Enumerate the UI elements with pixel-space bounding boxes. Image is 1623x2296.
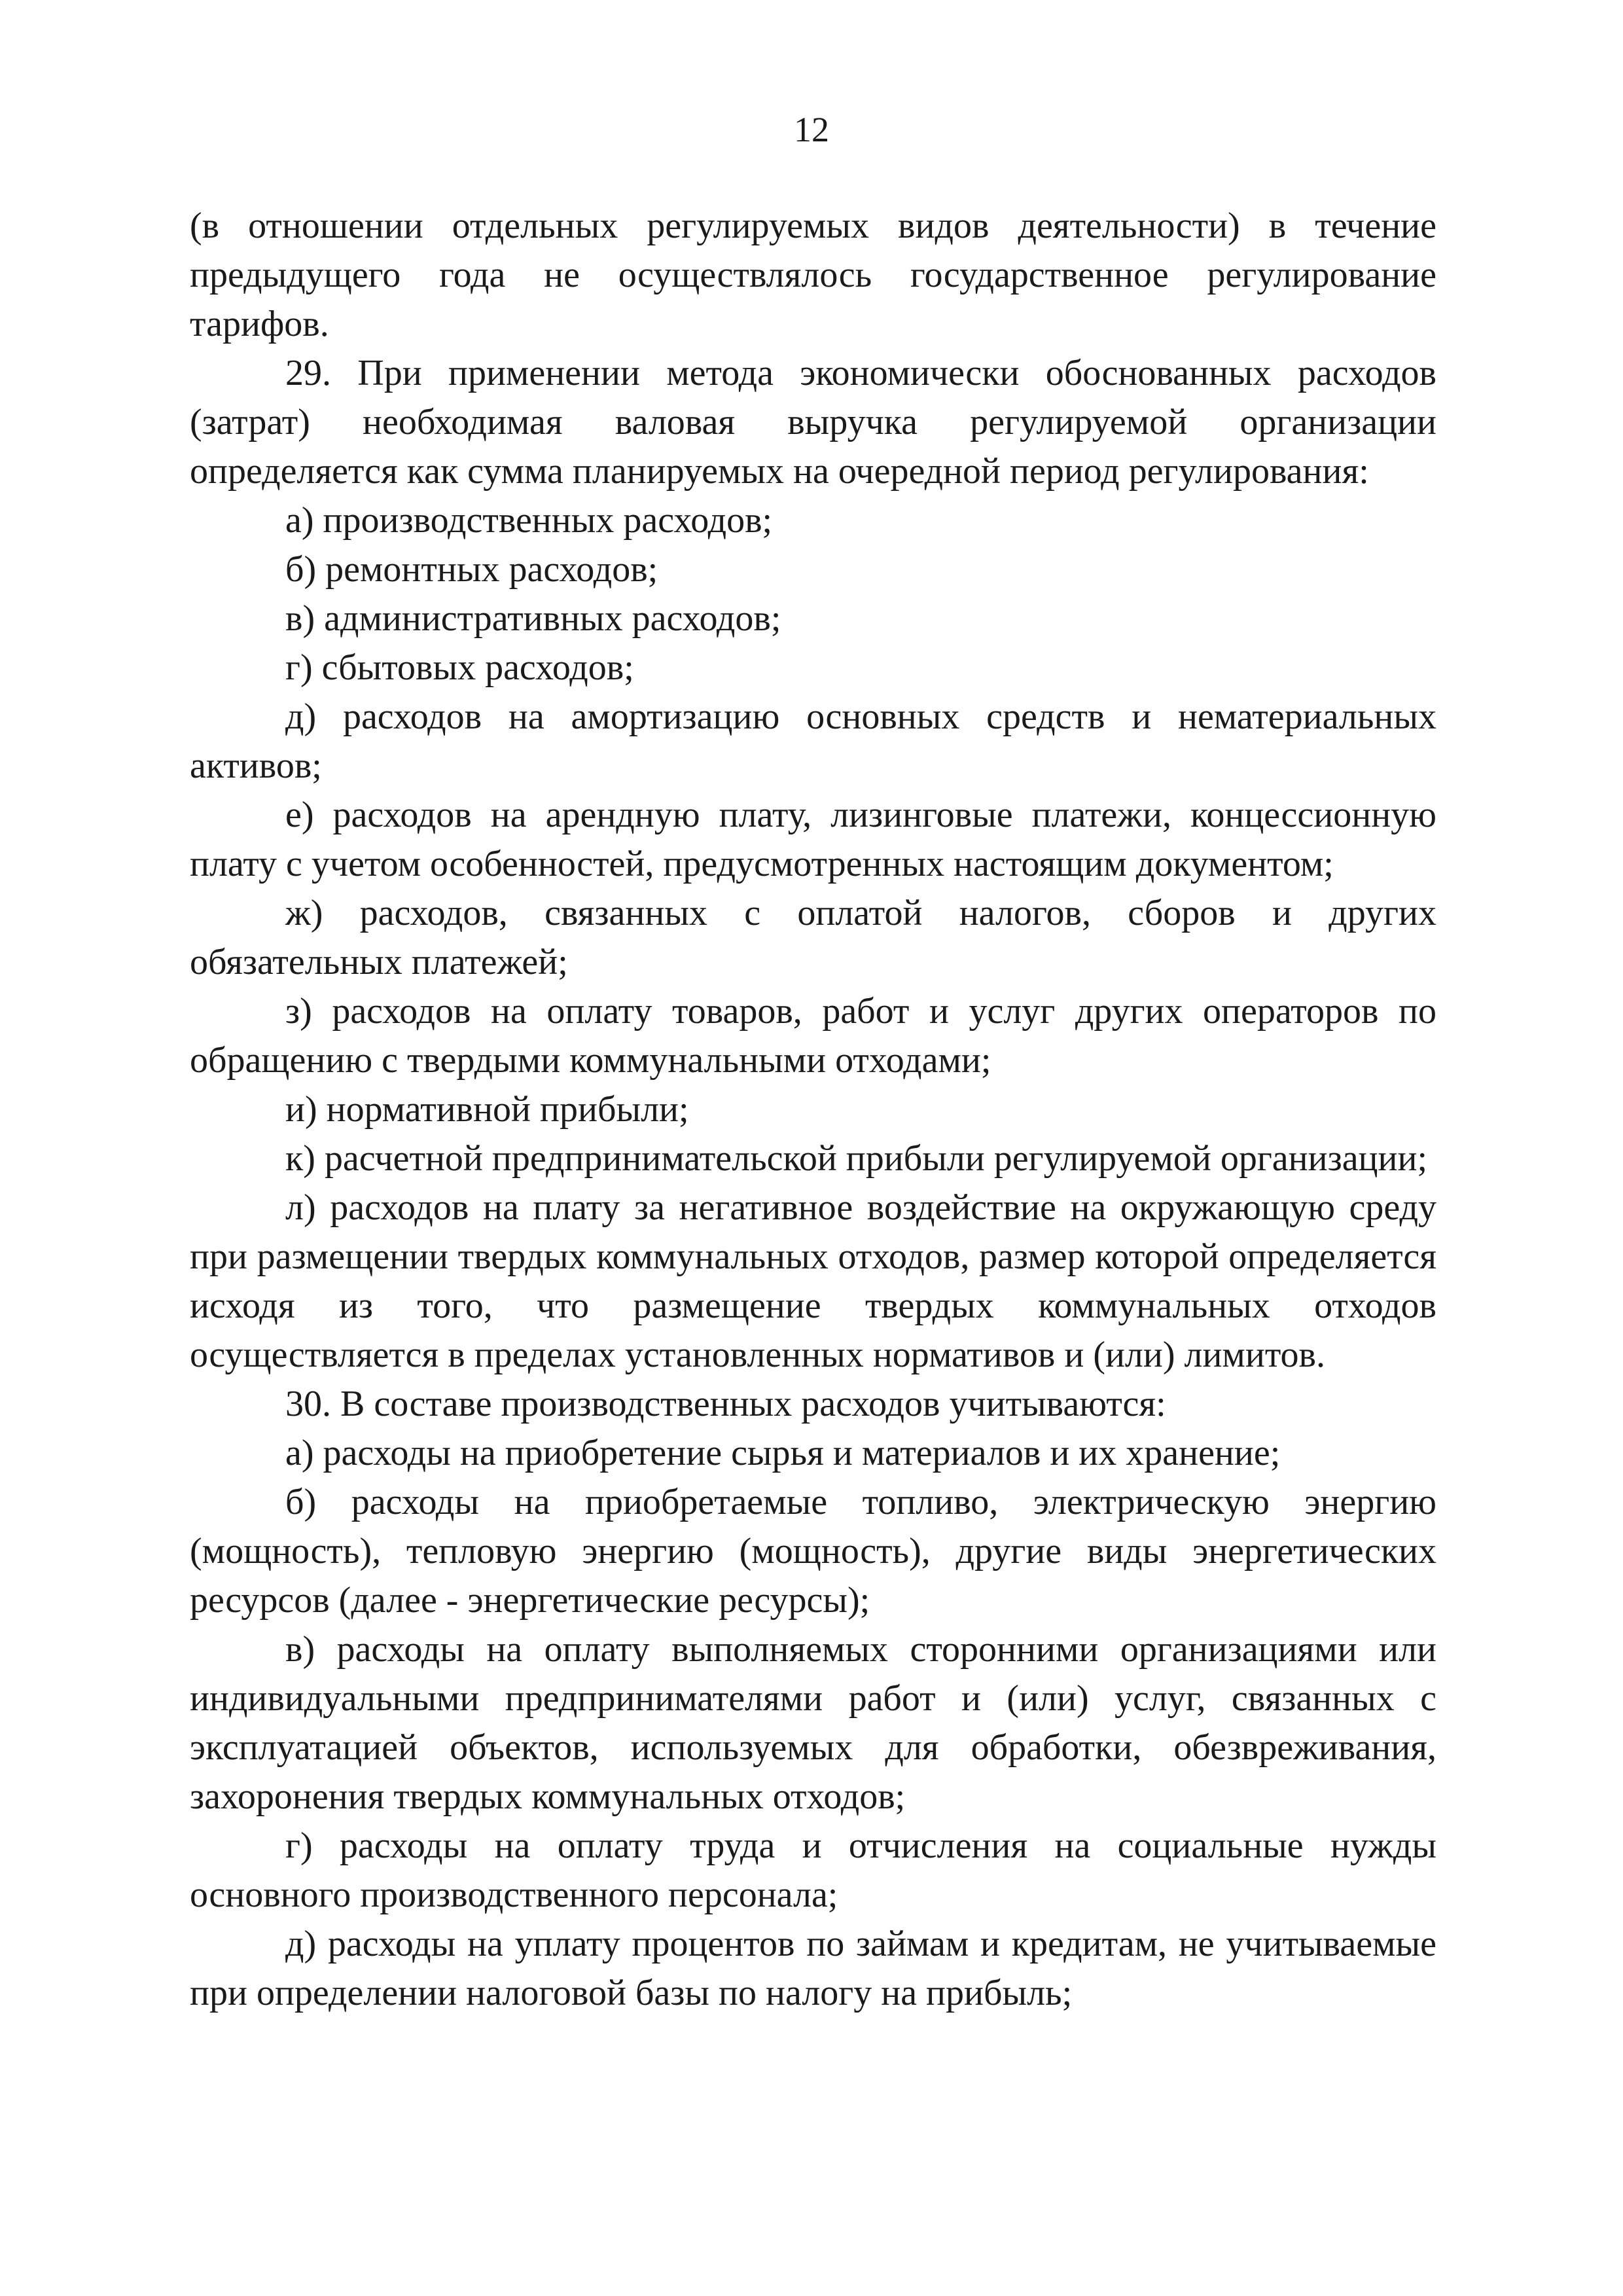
list-item-30g: г) расходы на оплату труда и отчисления на социальные нужды основного производственного персонала;	[190, 1825, 1436, 1915]
list-item-29a: а) производственных расходов;	[285, 500, 773, 541]
list-item-29d: д) расходов на амортизацию основных средств и нематериальных активов;	[190, 696, 1436, 786]
list-item-29i: и) нормативной прибыли;	[285, 1089, 689, 1130]
page-number: 12	[794, 110, 829, 149]
document-text	[190, 202, 1436, 2018]
list-item-29v: в) административных расходов;	[285, 598, 781, 639]
list-item-29b: б) ремонтных расходов;	[285, 549, 658, 590]
list-item-29k: к) расчетной предпринимательской прибыли регулируемой организации;	[285, 1138, 1428, 1179]
paragraph-30: 30. В составе производственных расходов учитываются:	[285, 1384, 1166, 1424]
list-item-30d: д) расходы на уплату процентов по займам и кредитам, не учитываемые при определении налоговой базы по налогу на прибыль;	[190, 1924, 1436, 2013]
paragraph-29: 29. При применении метода экономически обоснованных расходов (затрат) необходимая валовая выручка регулируемой организации определяется как сумма планируемых на очередной период регулирования:	[190, 353, 1436, 492]
list-item-30a: а) расходы на приобретение сырья и материалов и их хранение;	[285, 1433, 1281, 1473]
list-item-30b: б) расходы на приобретаемые топливо, электрическую энергию (мощность), тепловую энергию (мощность), другие виды энергетических ресурсов (далее - энергетические ресурсы);	[190, 1482, 1436, 1621]
list-item-29g: г) сбытовых расходов;	[285, 647, 634, 688]
paragraph-continuation: (в отношении отдельных регулируемых видов деятельности) в течение предыдущего года не осуществлялось государственное регулирование тарифов.	[190, 206, 1436, 344]
list-item-29zh: ж) расходов, связанных с оплатой налогов, сборов и других обязательных платежей;	[190, 893, 1436, 982]
list-item-30v: в) расходы на оплату выполняемых сторонними организациями или индивидуальными предпринимателями работ и (или) услуг, связанных с эксплуатацией объектов, используемых для обработки, обезвреживания, захоронения твердых коммунальных отходов;	[190, 1629, 1436, 1817]
list-item-29l: л) расходов на плату за негативное воздействие на окружающую среду при размещении твердых коммунальных отходов, размер которой определяется исходя из того, что размещение твердых коммунальных отходов осуществляется в пределах установленных нормативов и (или) лимитов.	[190, 1187, 1436, 1375]
list-item-29e: е) расходов на арендную плату, лизинговые платежи, концессионную плату с учетом особенностей, предусмотренных настоящим документом;	[190, 795, 1436, 884]
list-item-29z: з) расходов на оплату товаров, работ и услуг других операторов по обращению с твердыми коммунальными отходами;	[190, 991, 1436, 1081]
